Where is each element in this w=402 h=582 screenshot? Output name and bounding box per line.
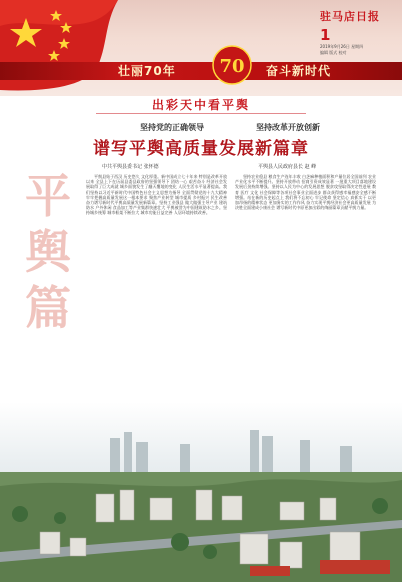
masthead	[320, 8, 384, 56]
byline-right: 平舆县人民政府县长 赵 峰	[258, 164, 317, 170]
article-text: 平舆县始于西汉 历史悠久 文化厚重。新中国成立七十年来 特别是改革开放以来 全县上下在历届县委县政府的坚强领导下 团结一心 艰苦奋斗 经济社会发展取得了巨大成就 城乡面貌发生了翻天覆地的变化 人民生活水平显著提高。我们坚持以习近平新时代中国特色社会主义思想为指导 全面贯彻党的十九大精神 牢牢把握高质量发展这一根本要求 聚焦产业转型 城市提质 乡村振兴 民生改善 奋力谱写新时代平舆高质量发展新篇章。坚持工业强县 做大做强主导产业 建筑防水 户外休闲 食品加工等产业集群快速壮大 平舆被誉为中国建筑防水之乡。坚持城乡统筹 城市框架不断拉大 城市功能日益完善 人居环境持续改善。	[86, 174, 227, 216]
byline-left: 中共平舆县委书记 张怀德	[102, 164, 159, 170]
calligraphy-char: 平	[25, 169, 71, 223]
section-title: 出彩天中看平舆	[151, 98, 250, 112]
anniversary-70-logo	[210, 44, 254, 86]
calligraphy-char: 篇	[25, 281, 71, 335]
logo-number: 70	[219, 56, 245, 77]
aerial-city-photo	[0, 402, 402, 582]
slogan-band	[0, 62, 402, 80]
vertical-calligraphy-title	[24, 168, 72, 336]
headline: 谱写平舆高质量发展新篇章	[93, 139, 309, 159]
slogan-left: 壮丽70年	[118, 64, 176, 78]
masthead-meta-line: 2019年9月26日 星期四	[320, 44, 364, 49]
section-divider	[96, 113, 306, 114]
slogan-right: 奋斗新时代	[266, 64, 332, 78]
masthead-meta-line: 编辑 版式 校对	[320, 50, 347, 55]
page-number: 1	[320, 26, 331, 44]
kicker-right: 坚持改革开放创新	[256, 122, 320, 132]
calligraphy-char: 舆	[25, 225, 71, 279]
header-banner	[0, 0, 402, 96]
kicker-left: 坚持党的正确领导	[140, 122, 204, 132]
article-text: 坚持农业稳县 粮食生产连年丰收 白芝麻种植面积和产量位居全国前列 农业产业化水平不断提升。坚持开放带动 招商引资成效显著 一批重大项目落地建设 发展后劲持续增强。坚持以人民为中心的发展思想 脱贫攻坚取得决定性进展 教育 医疗 文化 社会保障等各项社会事业全面进步 群众获得感幸福感安全感不断增强。站在新的历史起点上 我们将不忘初心 牢记使命 坚定信心 真抓实干 以更加昂扬的精神状态 更加务实的工作作风 奋力实现平舆经济社会更高质量发展 为决胜全面建成小康社会 谱写新时代中原更加出彩的绚丽篇章贡献平舆力量。	[235, 174, 376, 211]
newspaper-name: 驻马店日报	[320, 10, 380, 23]
